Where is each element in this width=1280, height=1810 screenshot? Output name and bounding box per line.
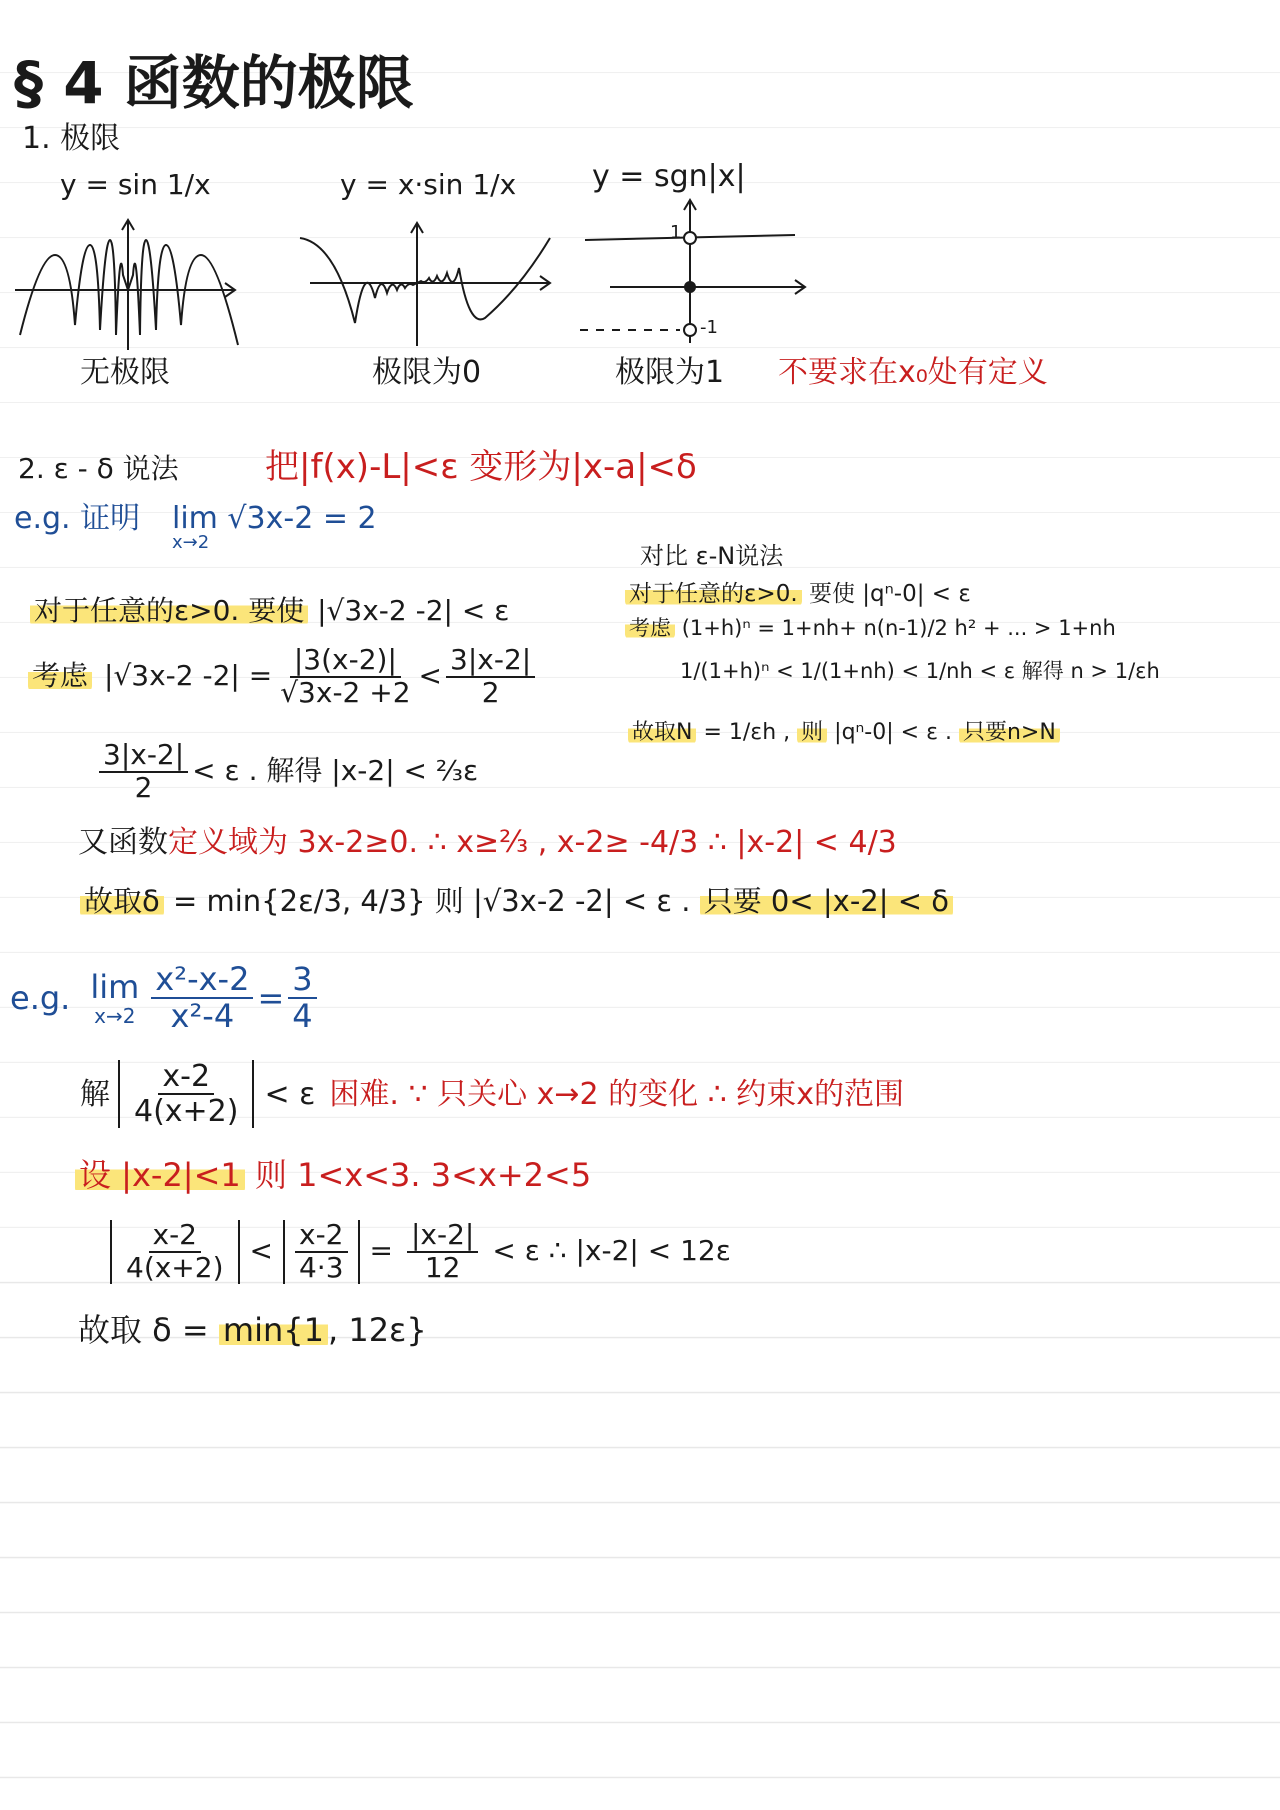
proof-line-e-highlight-2: 只要 0< |x-2| < δ (700, 884, 953, 918)
example2-solution (80, 1060, 904, 1128)
compare-line2 (625, 617, 1116, 640)
compare-line4 (628, 721, 1060, 745)
proof-line-b-fraction-1: $\frac{|3(x-2)|}{√3x-2 +2}$ (280, 643, 411, 709)
graph1-formula: y = sin 1/x (60, 168, 211, 201)
solution-fraction: $\frac{x-2}{4(x+2)}$ (134, 1059, 239, 1129)
ineq-equals: = (369, 1234, 393, 1268)
proof-line-a-highlight: 对于任意的ε>0. 要使 (30, 594, 308, 627)
solution-label: 解 (80, 1076, 110, 1112)
section2-note: 把|f(x)-L|<ε 变形为|x-a|<δ (265, 447, 697, 487)
ineq-less-than: < (249, 1234, 273, 1268)
example2-result: $\frac{3}{4}$ (288, 962, 316, 1034)
compare-heading: 对比 ε-N说法 (640, 542, 784, 570)
ineq-fraction-2: $\frac{x-2}{4\cdot 3}$ (295, 1220, 348, 1284)
proof-line-b-fraction-2: $\frac{3|x-2|}{2}$ (446, 645, 535, 709)
proof-line-b (28, 645, 539, 709)
compare-line4-text: = 1/εh , (703, 720, 791, 745)
graph3-formula: y = sgn|x| (592, 159, 746, 194)
page-title: § 4 函数的极限 (14, 49, 414, 117)
graph3-tick-top: 1 (670, 222, 682, 243)
proof-line-a-text: |√3x-2 -2| < ε (317, 594, 510, 627)
final-highlight: min{1 (219, 1311, 328, 1349)
ineq-abs-2 (283, 1220, 360, 1284)
proof-line-e-highlight: 故取δ (80, 884, 164, 918)
compare-line4-highlight: 故取N (628, 720, 696, 745)
compare-line4-highlight2: 则 (797, 720, 827, 745)
eg1-label: e.g. 证明 (14, 501, 141, 536)
graph3-tick-bottom: -1 (700, 317, 718, 338)
section1-heading: 1. 极限 (22, 121, 121, 156)
compare-line2-highlight: 考虑 (625, 616, 675, 640)
proof-line-d-black: 又函数 (78, 825, 168, 860)
compare-line4-text2: |qⁿ-0| < ε . (834, 720, 952, 745)
solution-less-than: < ε (264, 1076, 316, 1112)
final-text-a: 故取 δ = (78, 1311, 209, 1349)
proof-line-c-fraction: $\frac{3|x-2|}{2}$ (99, 740, 188, 804)
proof-line-c (95, 740, 478, 804)
ineq-fraction-1: $\frac{x-2}{4(x+2)}$ (126, 1218, 224, 1284)
compare-line2-text: (1+h)ⁿ = 1+nh+ n(n-1)/2 h² + ... > 1+nh (681, 616, 1116, 640)
proof-line-b-lhs: |√3x-2 -2| = (104, 659, 273, 693)
proof-line-b-less-than: < (418, 659, 443, 693)
graph3-caption: 极限为1 (615, 355, 725, 390)
example2-set-line (75, 1158, 591, 1193)
example2-final (78, 1313, 427, 1348)
eg1-expression: lim √3x-2 = 2 (172, 501, 377, 536)
compare-line1-text: 要使 |qⁿ-0| < ε (808, 581, 971, 607)
proof-line-d-red: 定义域为 3x-2≥0. ∴ x≥⅔ , x-2≥ -4/3 ∴ |x-2| < 4/3 (168, 825, 897, 860)
example2-label: e.g. (10, 978, 71, 1017)
ineq-rest: < ε ∴ |x-2| < 12ε (492, 1234, 731, 1268)
graph2-formula: y = x·sin 1/x (340, 168, 517, 201)
compare-line1 (625, 582, 971, 607)
compare-line3: 1/(1+h)ⁿ < 1/(1+nh) < 1/nh < ε 解得 n > 1/εh (680, 659, 1160, 683)
proof-line-a (30, 596, 509, 627)
ineq-fraction-3: $\frac{|x-2|}{12}$ (407, 1220, 478, 1284)
set-line-text: 则 1<x<3. 3<x+2<5 (254, 1156, 592, 1194)
ineq-abs-1 (110, 1220, 240, 1284)
graph1-caption: 无极限 (80, 355, 170, 390)
section1-note: 不要求在x₀处有定义 (778, 355, 1048, 390)
section2-heading: 2. ε - δ 说法 (18, 452, 179, 485)
proof-line-e-text: = min{2ε/3, 4/3} 则 |√3x-2 -2| < ε . (172, 884, 691, 918)
proof-line-d (78, 826, 897, 859)
example2-limit: lim x→2 (90, 967, 140, 1028)
proof-line-e (80, 886, 953, 918)
example2 (10, 962, 321, 1034)
graph-sin-1-over-x (10, 215, 250, 355)
proof-line-c-text: < ε . 解得 |x-2| < ⅔ε (192, 754, 479, 788)
proof-line-b-highlight: 考虑 (28, 661, 92, 692)
compare-line1-highlight: 对于任意的ε>0. (625, 581, 802, 607)
example2-inequality (110, 1220, 731, 1284)
graph-x-sin-1-over-x (295, 218, 565, 348)
set-line-highlight: 设 |x-2|<1 (75, 1156, 245, 1194)
eg1-subscript: x→2 (172, 532, 210, 553)
final-text-b: , 12ε} (327, 1311, 427, 1349)
compare-line4-highlight3: 只要n>N (959, 720, 1060, 745)
graph2-caption: 极限为0 (372, 355, 482, 390)
example2-equals: = (257, 978, 285, 1017)
solution-abs (118, 1060, 254, 1128)
example2-fraction: $\frac{\text{x²-x-2}}{\text{x²-4}}$ (151, 962, 253, 1034)
solution-note: 困难. ∵ 只关心 x→2 的变化 ∴ 约束x的范围 (329, 1076, 905, 1112)
